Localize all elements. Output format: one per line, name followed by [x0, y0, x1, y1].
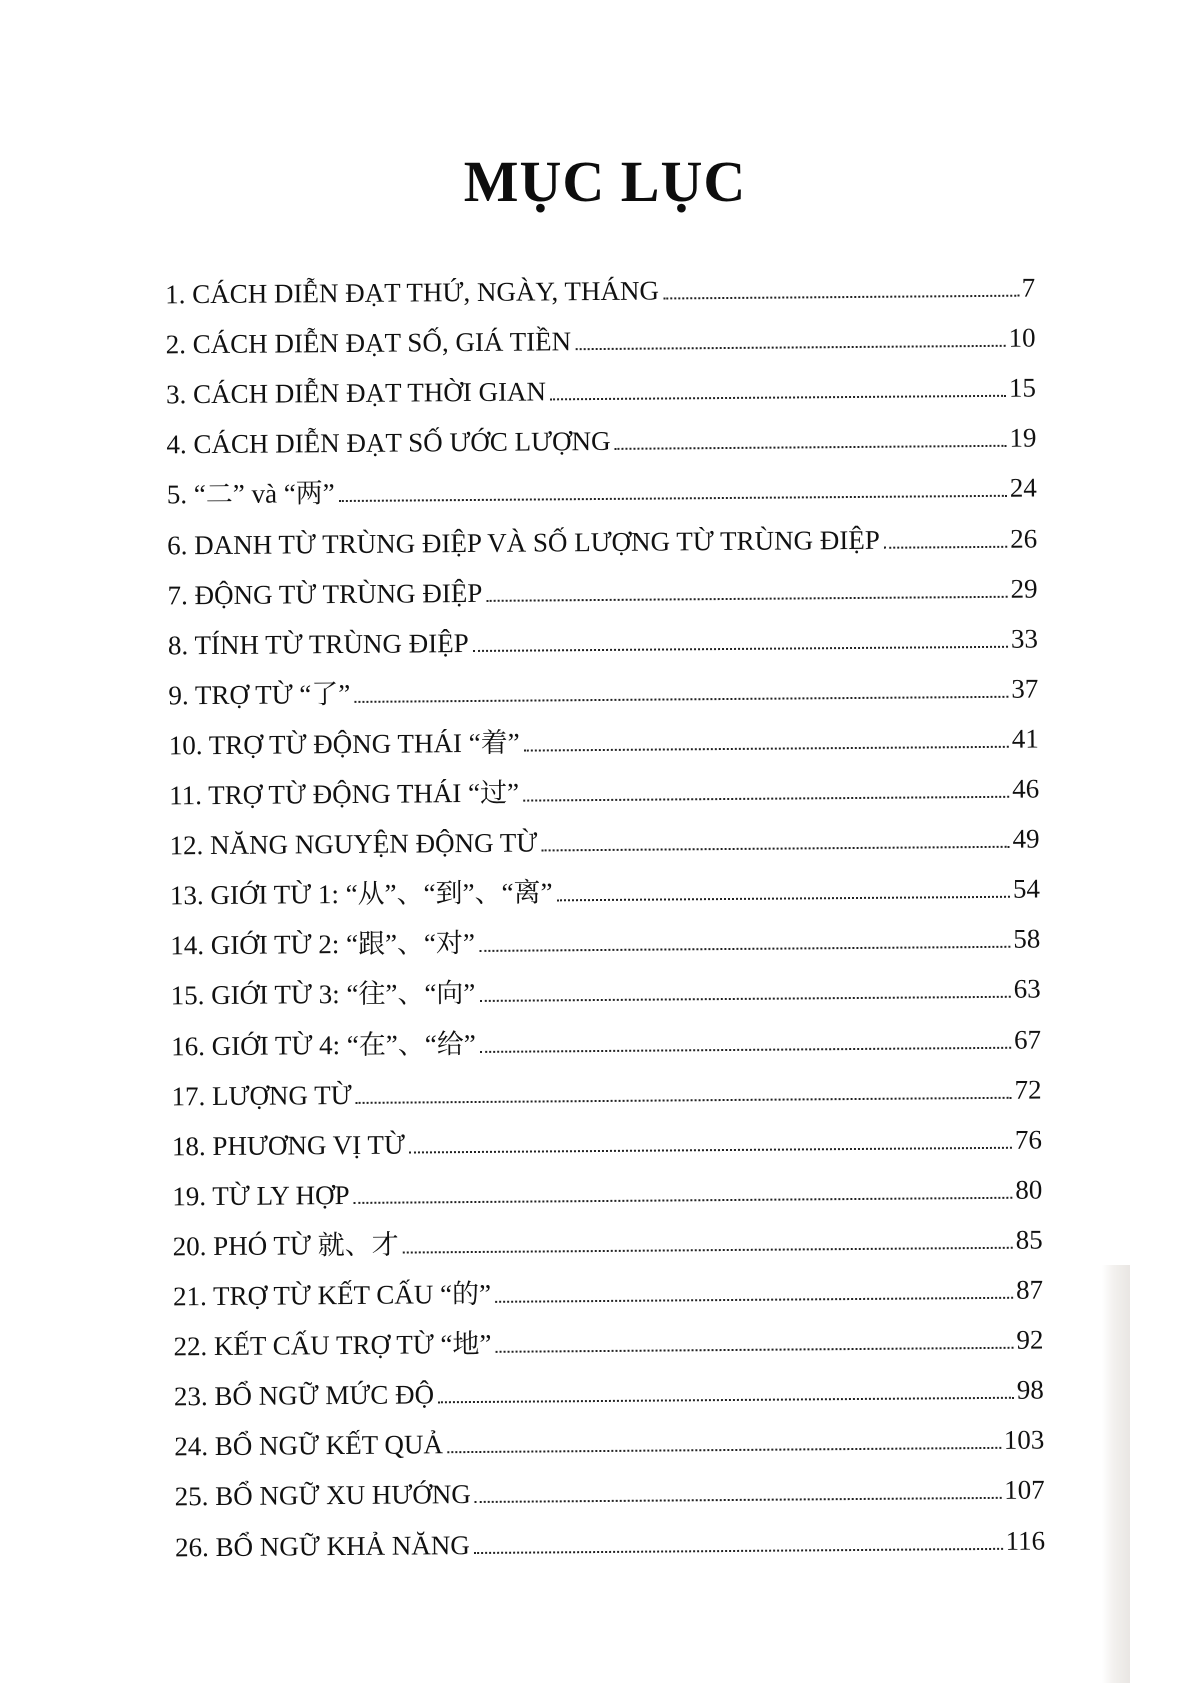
toc-entry-label: 15. GIỚI TỪ 3: “往”、“向”: [170, 978, 476, 1011]
toc-entry: [171, 1023, 1041, 1062]
toc-entry-label: 22. KẾT CẤU TRỢ TỪ “地”: [173, 1328, 492, 1362]
toc-entry: [169, 823, 1039, 862]
toc-entry-page-number: 92: [1016, 1324, 1044, 1355]
dot-leader: [354, 695, 1008, 703]
dot-leader: [479, 945, 1010, 952]
toc-entry-label: 19. TỪ LY HỢP: [172, 1179, 350, 1212]
toc-entry-label: 8. TÍNH TỪ TRÙNG ĐIỆP: [167, 627, 469, 661]
dot-leader: [479, 995, 1010, 1002]
dot-leader: [486, 594, 1007, 601]
toc-entry-page-number: 15: [1008, 372, 1037, 403]
dot-leader: [474, 1546, 1003, 1553]
dot-leader: [475, 1496, 1001, 1503]
toc-entry-label: 6. DANH TỪ TRÙNG ĐIỆP VÀ SỐ LƯỢNG TỪ TRÙNG ĐIỆP: [167, 524, 880, 560]
toc-entry-page-number: 37: [1011, 673, 1039, 704]
toc-entry-label: 25. BỔ NGỮ XU HƯỚNG: [174, 1479, 471, 1512]
dot-leader: [663, 294, 1019, 300]
toc-entry-page-number: 29: [1010, 573, 1038, 604]
toc-entry: [175, 1474, 1045, 1513]
toc-entry: [169, 773, 1039, 812]
toc-entry-page-number: 87: [1015, 1274, 1044, 1305]
dot-leader: [541, 845, 1009, 852]
toc-entry-label: 20. PHÓ TỪ 就、才: [172, 1229, 399, 1262]
toc-entry-label: 5. “二” và “两”: [166, 478, 335, 510]
toc-entry-page-number: 33: [1010, 623, 1039, 654]
toc-entry-page-number: 49: [1012, 823, 1040, 854]
toc-entry: [165, 322, 1035, 361]
toc-entry: [172, 1123, 1042, 1162]
toc-entry: [166, 372, 1036, 411]
toc-entry-page-number: 103: [1003, 1424, 1045, 1456]
dot-leader: [438, 1396, 1014, 1404]
toc-entry-page-number: 10: [1008, 322, 1036, 353]
toc-entry: [169, 722, 1039, 761]
toc-entry: [168, 672, 1038, 711]
dot-leader: [615, 444, 1007, 450]
toc-entry-page-number: 63: [1013, 973, 1041, 1005]
toc-entry-page-number: 58: [1013, 923, 1041, 955]
toc-entry-page-number: 72: [1014, 1074, 1042, 1105]
toc-entry-page-number: 46: [1012, 773, 1040, 804]
toc-entry: [167, 472, 1037, 511]
dot-leader: [447, 1446, 1001, 1453]
dot-leader: [403, 1246, 1013, 1254]
dot-leader: [356, 1095, 1012, 1103]
dot-leader: [495, 1296, 1013, 1303]
toc-entry-label: 12. NĂNG NGUYỆN ĐỘNG TỪ: [169, 827, 538, 861]
toc-entry: [171, 1073, 1041, 1112]
toc-entry: [171, 973, 1041, 1012]
toc-entry-page-number: 24: [1009, 472, 1037, 504]
toc-entry: [175, 1524, 1045, 1563]
toc-entry: [170, 923, 1040, 962]
dot-leader: [495, 1346, 1013, 1353]
toc-entry-page-number: 85: [1015, 1224, 1043, 1255]
toc-entry-page-number: 19: [1009, 422, 1037, 454]
toc-entry-label: 1. CÁCH DIỄN ĐẠT THỨ, NGÀY, THÁNG: [165, 275, 660, 310]
toc-entry-label: 17. LƯỢNG TỪ: [171, 1079, 352, 1111]
dot-leader: [575, 344, 1006, 350]
toc-entry-page-number: 76: [1014, 1124, 1043, 1155]
dot-leader: [339, 494, 1007, 502]
dot-leader: [557, 895, 1010, 902]
dot-leader: [550, 394, 1006, 401]
dot-leader: [480, 1045, 1011, 1052]
toc-entry: [166, 422, 1036, 461]
toc-entry-page-number: 54: [1012, 873, 1041, 904]
toc-entry-label: 13. GIỚI TỪ 1: “从”、“到”、“离”: [169, 877, 553, 911]
toc-entry-page-number: 80: [1015, 1174, 1043, 1205]
toc-entry-label: 18. PHƯƠNG VỊ TỪ: [171, 1129, 405, 1162]
toc-entry-label: 3. CÁCH DIỄN ĐẠT THỜI GIAN: [165, 376, 547, 410]
toc-entry: [172, 1173, 1042, 1212]
toc-entry-page-number: 116: [1005, 1525, 1046, 1556]
toc-entry: [165, 272, 1035, 311]
toc-entry-label: 2. CÁCH DIỄN ĐẠT SỐ, GIÁ TIỀN: [165, 326, 572, 360]
dot-leader: [524, 745, 1009, 752]
toc-entry-label: 7. ĐỘNG TỪ TRÙNG ĐIỆP: [167, 577, 483, 610]
toc-entry: [167, 522, 1037, 561]
toc-entry: [174, 1424, 1044, 1463]
dot-leader: [473, 644, 1008, 651]
page-title: MỤC LỤC: [463, 149, 747, 214]
toc-entry-label: 24. BỔ NGỮ KẾT QUẢ: [174, 1429, 444, 1462]
toc-entry-label: 23. BỔ NGỮ MỨC ĐỘ: [173, 1379, 435, 1412]
toc-entry-page-number: 41: [1011, 723, 1039, 754]
toc-entry-label: 9. TRỢ TỪ “了”: [168, 678, 351, 711]
dot-leader: [884, 544, 1007, 548]
toc-entry: [170, 873, 1040, 912]
dot-leader: [409, 1145, 1012, 1153]
dot-leader: [523, 795, 1009, 802]
toc-entry-label: 4. CÁCH DIỄN ĐẠT SỐ ƯỚC LƯỢNG: [166, 426, 611, 460]
toc-entry-label: 26. BỔ NGỮ KHẢ NĂNG: [174, 1529, 470, 1562]
dot-leader: [354, 1196, 1013, 1204]
toc-entry: [173, 1324, 1043, 1363]
toc-entry-label: 14. GIỚI TỪ 2: “跟”、“对”: [170, 928, 476, 961]
toc-entry-label: 11. TRỢ TỪ ĐỘNG THÁI “过”: [169, 777, 520, 811]
toc-entry: [174, 1374, 1044, 1413]
toc-entry: [167, 572, 1037, 611]
toc-entry-page-number: 67: [1013, 1024, 1042, 1055]
toc-entry-page-number: 107: [1004, 1474, 1045, 1506]
toc-entry-page-number: 98: [1016, 1374, 1044, 1405]
toc-entry: [173, 1223, 1043, 1262]
toc-entry: [168, 622, 1038, 661]
toc-entry: [173, 1274, 1043, 1313]
toc-entry-label: 10. TRỢ TỪ ĐỘNG THÁI “着”: [168, 727, 520, 761]
toc-entry-page-number: 26: [1010, 523, 1038, 554]
toc-entry-label: 16. GIỚI TỪ 4: “在”、“给”: [171, 1028, 476, 1061]
toc-entry-label: 21. TRỢ TỪ KẾT CẤU “的”: [172, 1278, 492, 1312]
toc-entry-page-number: 7: [1021, 272, 1036, 303]
